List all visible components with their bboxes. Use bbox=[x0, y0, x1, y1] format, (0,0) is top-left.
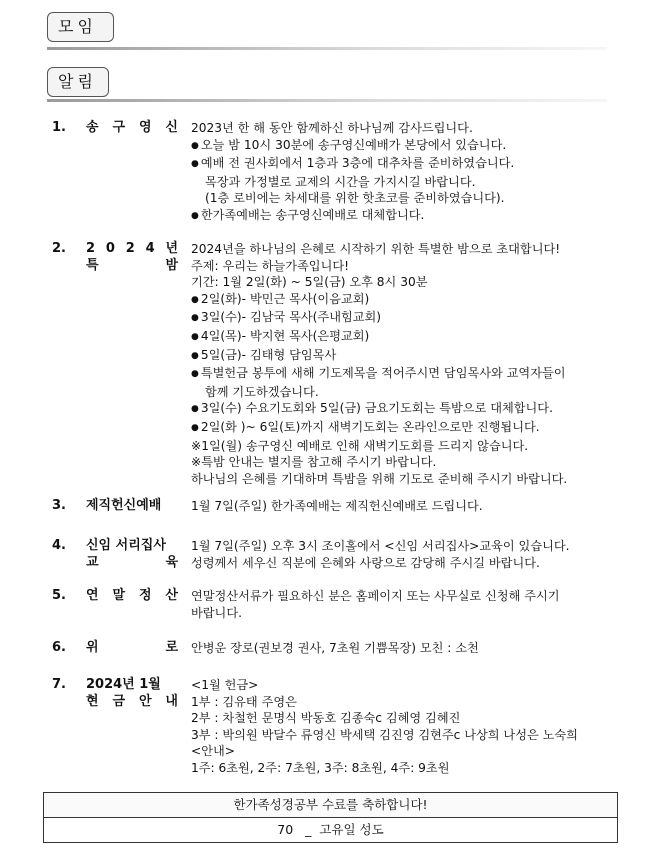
section-line: 2023년 한 해 동안 함께하신 하나님께 감사드립니다. bbox=[191, 121, 473, 135]
section-line: ● 3일(수) 수요기도회와 5일(금) 금요기도회는 특밤으로 대체합니다. bbox=[191, 400, 631, 419]
section-title bbox=[86, 120, 178, 137]
title-text: 제직헌신예배 bbox=[86, 498, 162, 513]
title-char: 현 bbox=[86, 693, 99, 709]
section-body bbox=[191, 640, 631, 657]
title-char: 안 bbox=[138, 693, 152, 709]
section-body bbox=[191, 538, 631, 571]
section-title bbox=[86, 640, 178, 657]
section-line: 2부 : 차철헌 문명식 박동호 김종숙c 김혜영 김혜진 bbox=[191, 711, 461, 726]
section-line: 목장과 가정별로 교제의 시간을 가지시길 바랍니다. bbox=[205, 174, 476, 189]
section-title bbox=[86, 241, 178, 274]
section-line: ※1일(월) 송구영신 예배로 인해 새벽기도회를 드리지 않습니다. bbox=[191, 438, 529, 453]
moim-label: 모임 bbox=[58, 17, 97, 36]
section-line: <안내> bbox=[191, 744, 235, 759]
section-body bbox=[191, 677, 631, 777]
title-char: 내 bbox=[165, 693, 178, 709]
section-line: ● 3일(수)- 김남국 목사(주내힘교회) bbox=[191, 309, 631, 328]
section-line: 1월 7일(주일) 한가족예배는 제직헌신예배로 드립니다. bbox=[191, 499, 483, 513]
section-body bbox=[191, 241, 631, 487]
section-line: <1월 헌금> bbox=[191, 678, 259, 692]
footer-underline: _ bbox=[305, 822, 312, 837]
rule-1 bbox=[47, 47, 607, 50]
section-line: ● 5일(금)- 김태형 담임목사 bbox=[191, 347, 631, 366]
title-char: 영 bbox=[138, 120, 152, 135]
section-line: 1부 : 김유태 주영은 bbox=[191, 694, 297, 709]
title-char: 육 bbox=[165, 554, 178, 570]
section-title bbox=[86, 498, 178, 515]
title-char: 금 bbox=[112, 693, 126, 709]
tab-moim bbox=[47, 12, 114, 42]
allim-label: 알림 bbox=[58, 72, 97, 91]
section-number: 1. bbox=[52, 120, 66, 135]
title-char: 로 bbox=[165, 640, 178, 655]
section-line: 함께 기도하겠습니다. bbox=[205, 384, 319, 399]
title-char: 밤 bbox=[165, 257, 178, 273]
section-line: ● 특별헌금 봉투에 새해 기도제목을 적어주시면 담임목사와 교역자들이 bbox=[191, 365, 631, 384]
title-char: 연 bbox=[86, 588, 99, 603]
section-title bbox=[86, 538, 178, 571]
title-text: 2024년 1월 bbox=[86, 677, 161, 692]
title-char: 특 bbox=[86, 257, 99, 273]
section-body bbox=[191, 588, 631, 621]
section-number: 7. bbox=[52, 677, 66, 692]
title-char: 송 bbox=[86, 120, 99, 135]
title-char: 0 bbox=[105, 241, 115, 256]
rule-2 bbox=[47, 99, 607, 102]
section-line: 2024년을 하나님의 은혜로 시작하기 위한 특별한 밤으로 초대합니다! bbox=[191, 242, 561, 256]
section-line: 바랍니다. bbox=[191, 605, 242, 620]
section-line: 1월 7일(주일) 오후 3시 조이홀에서 <신임 서리집사>교육이 있습니다. bbox=[191, 539, 570, 553]
title-char: 위 bbox=[86, 640, 99, 655]
title-char: 2 bbox=[86, 241, 96, 256]
section-line: 하나님의 은혜를 기대하며 특밤을 위해 기도로 준비해 주시기 바랍니다. bbox=[191, 471, 568, 486]
title-text: 신임 서리집사 bbox=[86, 538, 166, 553]
footer-headline: 한가족성경공부 수료를 축하합니다! bbox=[44, 793, 617, 818]
section-body bbox=[191, 120, 631, 226]
section-body bbox=[191, 498, 631, 515]
title-char: 2 bbox=[125, 241, 135, 256]
section-line: 3부 : 박의원 박달수 류영신 박세택 김진영 김현주c 나상희 나성은 노숙희 bbox=[191, 727, 578, 742]
section-line: ● 2일(화)- 박민근 목사(이음교회) bbox=[191, 291, 631, 310]
section-line: 안병운 장로(권보경 권사, 7초원 기쁨목장) 모친 : 소천 bbox=[191, 641, 479, 655]
title-char: 말 bbox=[112, 588, 126, 603]
section-line: (1층 로비에는 차세대를 위한 핫초코를 준비하였습니다). bbox=[205, 191, 505, 206]
section-title bbox=[86, 677, 178, 710]
section-title bbox=[86, 588, 178, 605]
title-char: 교 bbox=[86, 554, 99, 570]
section-line: 주제: 우리는 하늘가족입니다! bbox=[191, 258, 350, 273]
footer-graduate bbox=[44, 818, 617, 842]
section-number: 6. bbox=[52, 640, 66, 655]
section-line: 1주: 6초원, 2주: 7초원, 3주: 8초원, 4주: 9초원 bbox=[191, 760, 450, 775]
section-number: 4. bbox=[52, 538, 66, 553]
section-line: ● 예배 전 권사회에서 1층과 3층에 대추차를 준비하였습니다. bbox=[191, 155, 631, 174]
title-char: 구 bbox=[112, 120, 126, 135]
section-line: 연말정산서류가 필요하신 분은 홈페이지 또는 사무실로 신청해 주시기 bbox=[191, 589, 560, 603]
tab-allim bbox=[47, 67, 109, 97]
section-line: 기간: 1월 2일(화) ~ 5일(금) 오후 8시 30분 bbox=[191, 275, 428, 290]
title-char: 신 bbox=[165, 120, 178, 135]
title-char: 년 bbox=[165, 241, 178, 256]
title-char: 정 bbox=[138, 588, 152, 603]
section-line: ※특밤 안내는 별지를 참고해 주시기 바랍니다. bbox=[191, 455, 437, 470]
section-line: ● 4일(목)- 박지현 목사(은평교회) bbox=[191, 328, 631, 347]
footer-box bbox=[43, 792, 618, 843]
section-line: 성령께서 세우신 직분에 은혜와 사랑으로 감당해 주시길 바랍니다. bbox=[191, 555, 540, 570]
section-number: 5. bbox=[52, 588, 66, 603]
section-number: 3. bbox=[52, 498, 66, 513]
footer-count: 70 bbox=[277, 822, 294, 837]
footer-name: 고유일 성도 bbox=[319, 822, 384, 837]
section-number: 2. bbox=[52, 241, 66, 256]
section-line: ● 오늘 밤 10시 30분에 송구영신예배가 본당에서 있습니다. bbox=[191, 137, 631, 156]
title-char: 4 bbox=[145, 241, 155, 256]
section-line: ● 2일(화 )~ 6일(토)까지 새벽기도회는 온라인으로만 진행됩니다. bbox=[191, 419, 631, 438]
title-char: 산 bbox=[165, 588, 178, 603]
section-line: ● 한가족예배는 송구영신예배로 대체합니다. bbox=[191, 207, 631, 226]
